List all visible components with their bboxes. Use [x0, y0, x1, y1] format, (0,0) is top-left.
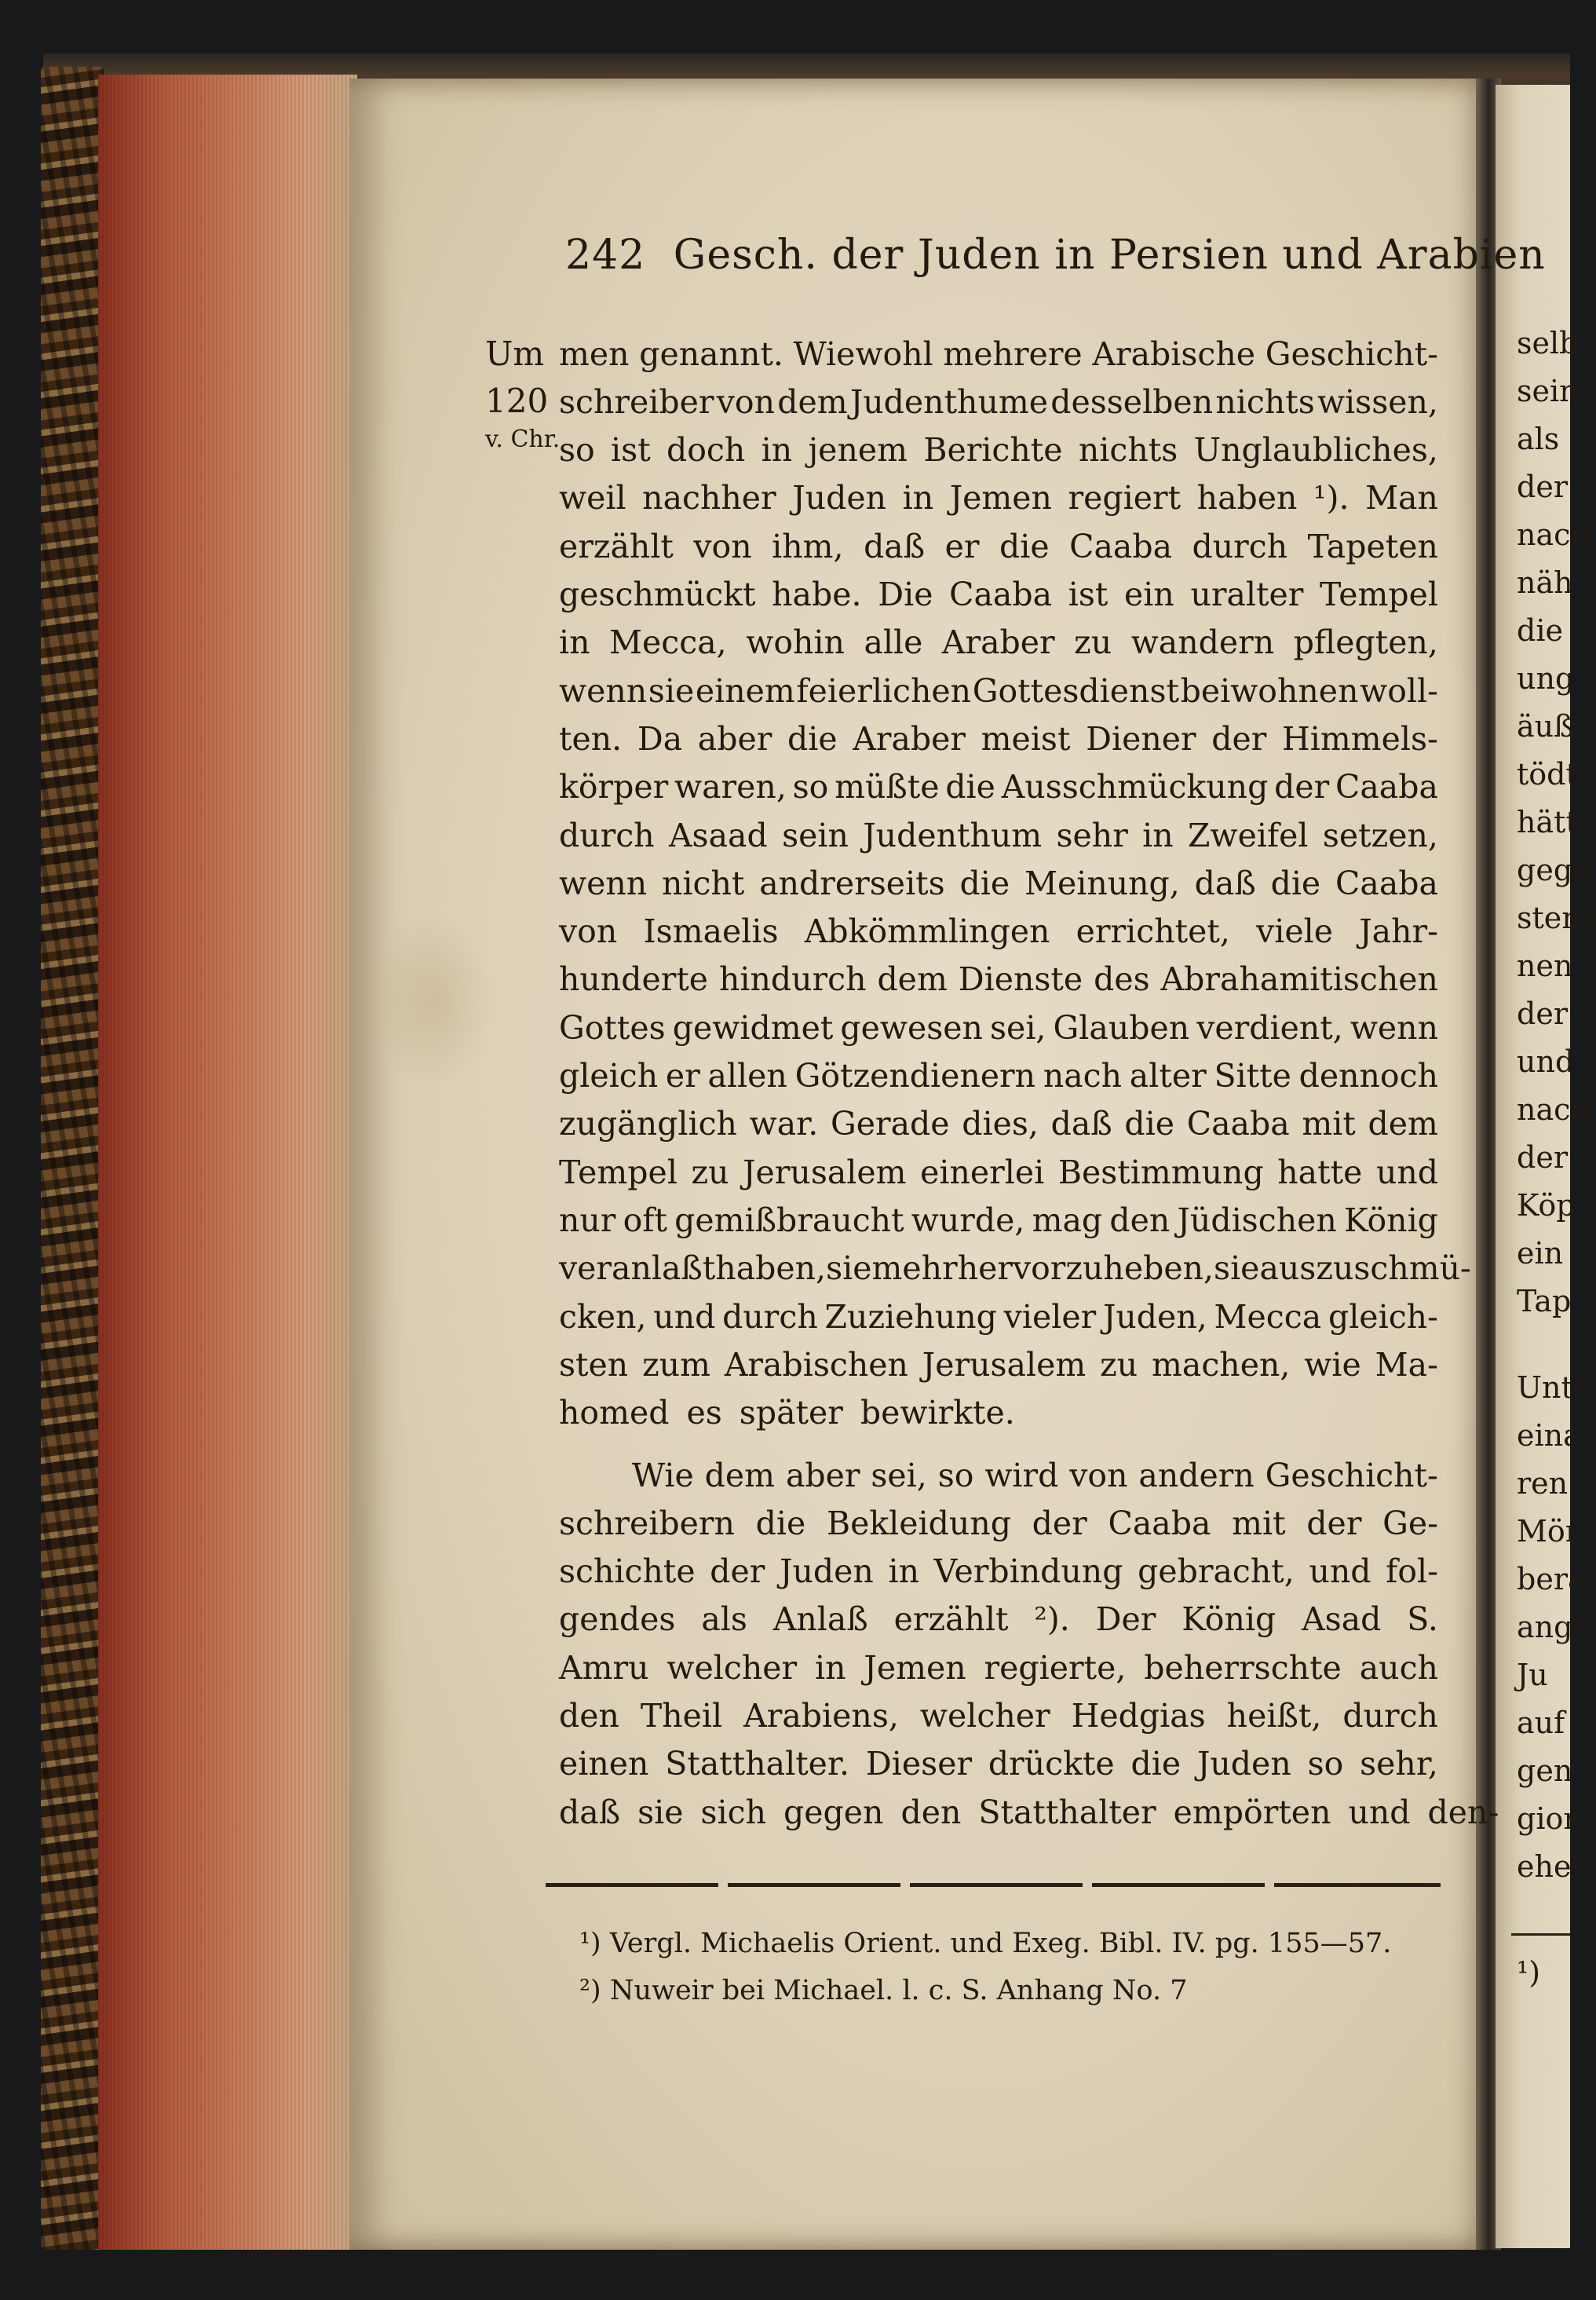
next-page-fragment: ung: [1517, 661, 1575, 696]
next-page-fragment: gege: [1517, 853, 1591, 887]
running-head-title: Gesch. der Juden in Persien und Arabien: [673, 232, 1546, 279]
next-page-fragment: stens: [1517, 901, 1596, 935]
text-line: Wie dem aber sei, so wird von andern Geschicht-: [632, 1456, 1438, 1494]
text-line: erzählt von ihm, daß er die Caaba durch Tapeten: [559, 527, 1438, 565]
next-page-fragment: Köp: [1517, 1188, 1576, 1223]
text-line: ten. Da aber die Araber meist Diener der Himmels-: [559, 719, 1438, 758]
text-line: geschmückt habe. Die Caaba ist ein uralter Tempel: [559, 576, 1438, 613]
next-page-fragment: Unte: [1517, 1370, 1591, 1405]
running-head: [565, 232, 1546, 279]
text-line: veranlaßt haben, sie mehr hervorzuheben, sie auszuschmü-: [559, 1249, 1471, 1288]
next-page-fragment: bera: [1517, 1562, 1586, 1596]
next-page-footnote-mark: ¹): [1517, 1955, 1541, 1990]
next-page-fragment: eher: [1517, 1849, 1586, 1884]
text-line: schreiber von dem Judenthume desselben nichts wissen,: [559, 382, 1438, 421]
text-line: Gottes gewidmet gewesen sei, Glauben verdient, wenn: [559, 1008, 1438, 1047]
next-page-fragment: und: [1517, 1044, 1575, 1079]
next-page-fragment: nen: [1517, 949, 1573, 983]
next-page-fragment: ren: [1517, 1466, 1569, 1501]
text-line: einen Statthalter. Dieser drückte die Juden so sehr,: [559, 1745, 1438, 1783]
next-page-fragment: Mör: [1517, 1514, 1580, 1549]
footnote-text: Nuweir bei Michael. l. c. S. Anhang No. 7: [609, 1975, 1188, 2006]
paper-stain: [369, 911, 495, 1091]
text-line: cken, und durch Zuziehung vieler Juden, Mecca gleich-: [559, 1297, 1438, 1336]
next-page-footnote-rule: [1511, 1933, 1570, 1936]
next-page-fragment: einar: [1517, 1418, 1595, 1453]
text-line: wenn sie einem feierlichen Gottesdienst beiwohnen woll-: [559, 671, 1438, 710]
text-line: nur oft gemißbraucht wurde, mag den Jüdischen König: [559, 1201, 1438, 1239]
next-page-fragment: ein: [1517, 1236, 1564, 1271]
next-page-fragment: die: [1517, 613, 1563, 648]
margin-note-line: Um: [485, 335, 545, 373]
text-line: so ist doch in jenem Berichte nichts Unglaubliches,: [559, 431, 1438, 470]
next-page-fragment: näh: [1517, 565, 1573, 600]
text-line: zugänglich war. Gerade dies, daß die Caaba mit dem: [559, 1105, 1438, 1143]
text-line: körper waren, so müßte die Ausschmückung der Caaba: [559, 768, 1438, 806]
next-page-fragment: der: [1517, 1140, 1568, 1175]
text-line: Amru welcher in Jemen regierte, beherrschte auch: [559, 1648, 1438, 1687]
margin-note-line: 120: [485, 382, 549, 420]
next-page-fragment: ange: [1517, 1610, 1591, 1644]
next-page-fragment: auf: [1517, 1706, 1565, 1740]
next-page-fragment: selb: [1517, 326, 1579, 360]
footnote-2: [579, 1975, 1188, 2014]
text-line: sten zum Arabischen Jerusalem zu machen, wie Ma-: [559, 1345, 1438, 1384]
footnote-mark: ¹): [579, 1928, 601, 1959]
footnote-mark: ²): [579, 1975, 601, 2006]
next-page-fragment: der: [1517, 996, 1568, 1031]
text-line: daß sie sich gegen den Statthalter empörten und den-: [559, 1793, 1499, 1831]
footnote-1: [579, 1928, 1391, 1967]
next-page-fragment: gion: [1517, 1801, 1583, 1836]
text-line: wenn nicht andrerseits die Meinung, daß die Caaba: [559, 864, 1438, 902]
text-line: weil nachher Juden in Jemen regiert haben ¹). Man: [559, 479, 1438, 517]
text-line: schreibern die Bekleidung der Caaba mit der Ge-: [559, 1504, 1438, 1542]
margin-note-line: v. Chr.: [485, 426, 561, 453]
next-page-fragment: tödt: [1517, 757, 1578, 792]
text-line: hunderte hindurch dem Dienste des Abrahamitischen: [559, 960, 1438, 999]
text-line: durch Asaad sein Judenthum sehr in Zweifel setzen,: [559, 816, 1438, 854]
next-page-fragment: nach: [1517, 517, 1590, 552]
footnote-rule: [546, 1883, 1441, 1887]
next-page-fragment: nach: [1517, 1092, 1590, 1127]
text-line: in Mecca, wohin alle Araber zu wandern pflegten,: [559, 623, 1438, 662]
text-line: men genannt. Wiewohl mehrere Arabische Geschicht-: [559, 335, 1438, 373]
text-line: homed es später bewirkte.: [559, 1394, 1015, 1432]
text-line: gleich er allen Götzendienern nach alter Sitte dennoch: [559, 1057, 1438, 1095]
next-page-fragment: als: [1517, 422, 1560, 456]
next-page-fragment: der: [1517, 470, 1568, 504]
page-edges: [98, 75, 357, 2250]
next-page-fragment: hätt: [1517, 805, 1578, 839]
text-line: den Theil Arabiens, welcher Hedgias heißt, durch: [559, 1697, 1438, 1735]
footnote-text: Vergl. Michaelis Orient. und Exeg. Bibl. IV. pg. 155—57.: [609, 1928, 1392, 1959]
next-page-fragment: gen: [1517, 1753, 1573, 1788]
next-page-fragment: Tap: [1517, 1284, 1572, 1318]
text-line: gendes als Anlaß erzählt ²). Der König Asad S.: [559, 1600, 1438, 1639]
page-number: 242: [565, 232, 646, 279]
next-page-fragment: äuß: [1517, 709, 1574, 744]
text-line: Tempel zu Jerusalem einerlei Bestimmung hatte und: [559, 1153, 1438, 1191]
text-line: schichte der Juden in Verbindung gebracht, und fol-: [559, 1552, 1438, 1591]
next-page-fragment: sein: [1517, 374, 1579, 408]
next-page-fragment: Ju: [1517, 1658, 1548, 1692]
marbled-cover-edge: [41, 67, 104, 2250]
text-line: von Ismaelis Abkömmlingen errichtet, viele Jahr-: [559, 912, 1438, 951]
